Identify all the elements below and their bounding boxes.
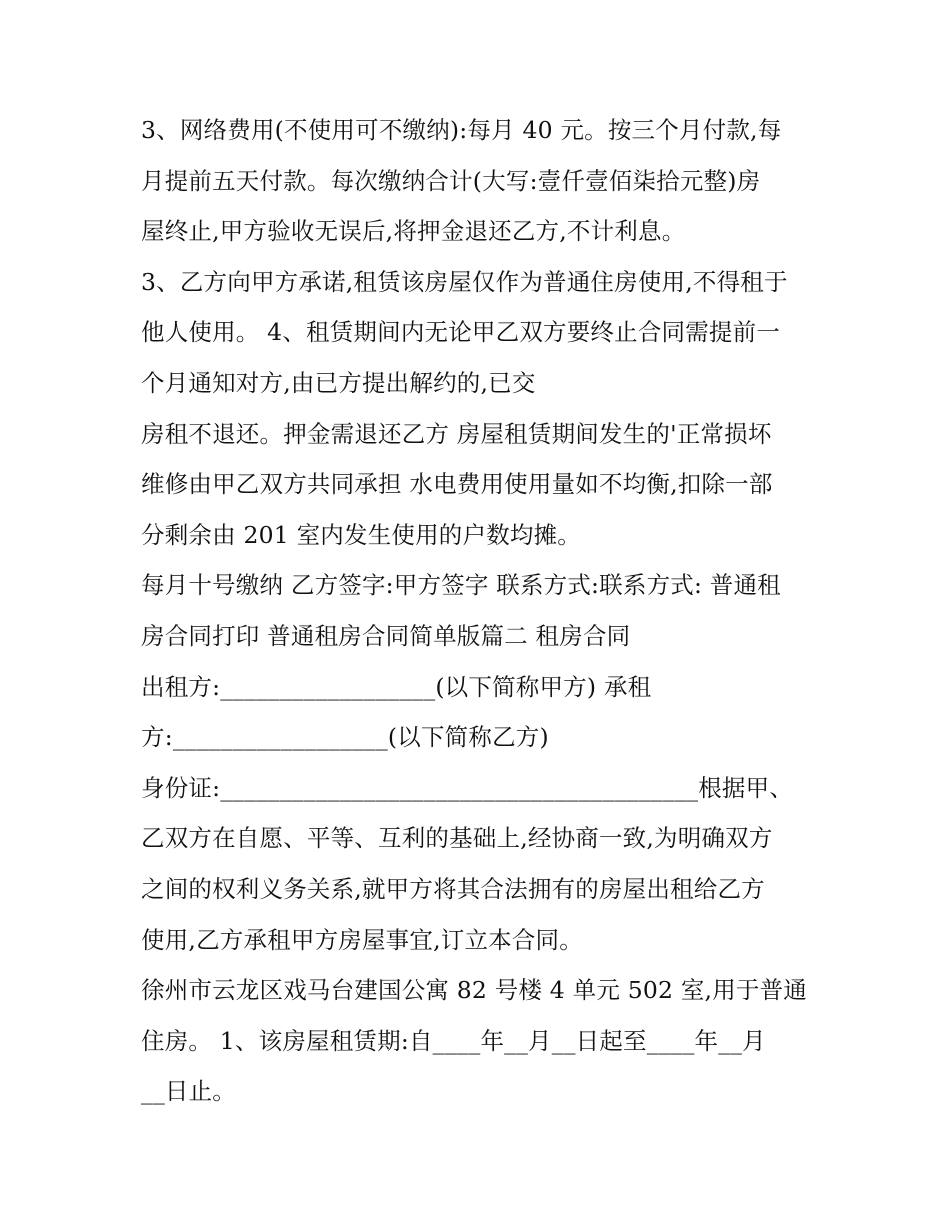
text-line: 徐州市云龙区戏马台建国公寓 82 号楼 4 单元 502 室,用于普通 — [141, 976, 807, 1005]
text-line: 屋终止,甲方验收无误后,将押金退还乙方,不计利息。 — [141, 217, 686, 246]
text-line: 维修由甲乙双方共同承担 水电费用使用量如不均衡,扣除一部 — [141, 470, 773, 499]
text-line: 方:__________________(以下简称乙方) — [141, 723, 549, 752]
text-line: 身份证:________________________________________根据甲、 — [141, 773, 794, 802]
text-line: 分剩余由 201 室内发生使用的户数均摊。 — [141, 520, 581, 549]
text-line: 3、网络费用(不使用可不缴纳):每月 40 元。按三个月付款,每 — [141, 116, 782, 144]
text-line: 乙双方在自愿、平等、互利的基础上,经协商一致,为明确双方 — [141, 824, 773, 853]
text-line: 他人使用。 4、租赁期间内无论甲乙双方要终止合同需提前一 — [141, 318, 781, 347]
text-line: 出租方:__________________(以下简称甲方) 承租 — [141, 672, 652, 701]
text-line: 月提前五天付款。每次缴纳合计(大写:壹仟壹佰柒拾元整)房 — [141, 166, 761, 195]
text-line: 住房。 1、该房屋租赁期:自____年__月__日起至____年__月 — [141, 1026, 766, 1055]
text-line: 房合同打印 普通租房合同简单版篇二 租房合同 — [141, 622, 631, 650]
text-line: 之间的权利义务关系,就甲方将其合法拥有的房屋出租给乙方 — [141, 875, 765, 903]
text-line: __日止。 — [141, 1077, 236, 1106]
text-line: 3、乙方向甲方承诺,租赁该房屋仅作为普通住房使用,不得租于 — [141, 267, 788, 296]
text-line: 每月十号缴纳 乙方签字:甲方签字 联系方式:联系方式: 普通租 — [141, 571, 781, 600]
text-line: 房租不退还。押金需退还乙方 房屋租赁期间发生的'正常损坏 — [141, 419, 772, 448]
text-line: 个月通知对方,由已方提出解约的,已交 — [141, 369, 536, 397]
text-line: 使用,乙方承租甲方房屋事宜,订立本合同。 — [141, 925, 583, 954]
